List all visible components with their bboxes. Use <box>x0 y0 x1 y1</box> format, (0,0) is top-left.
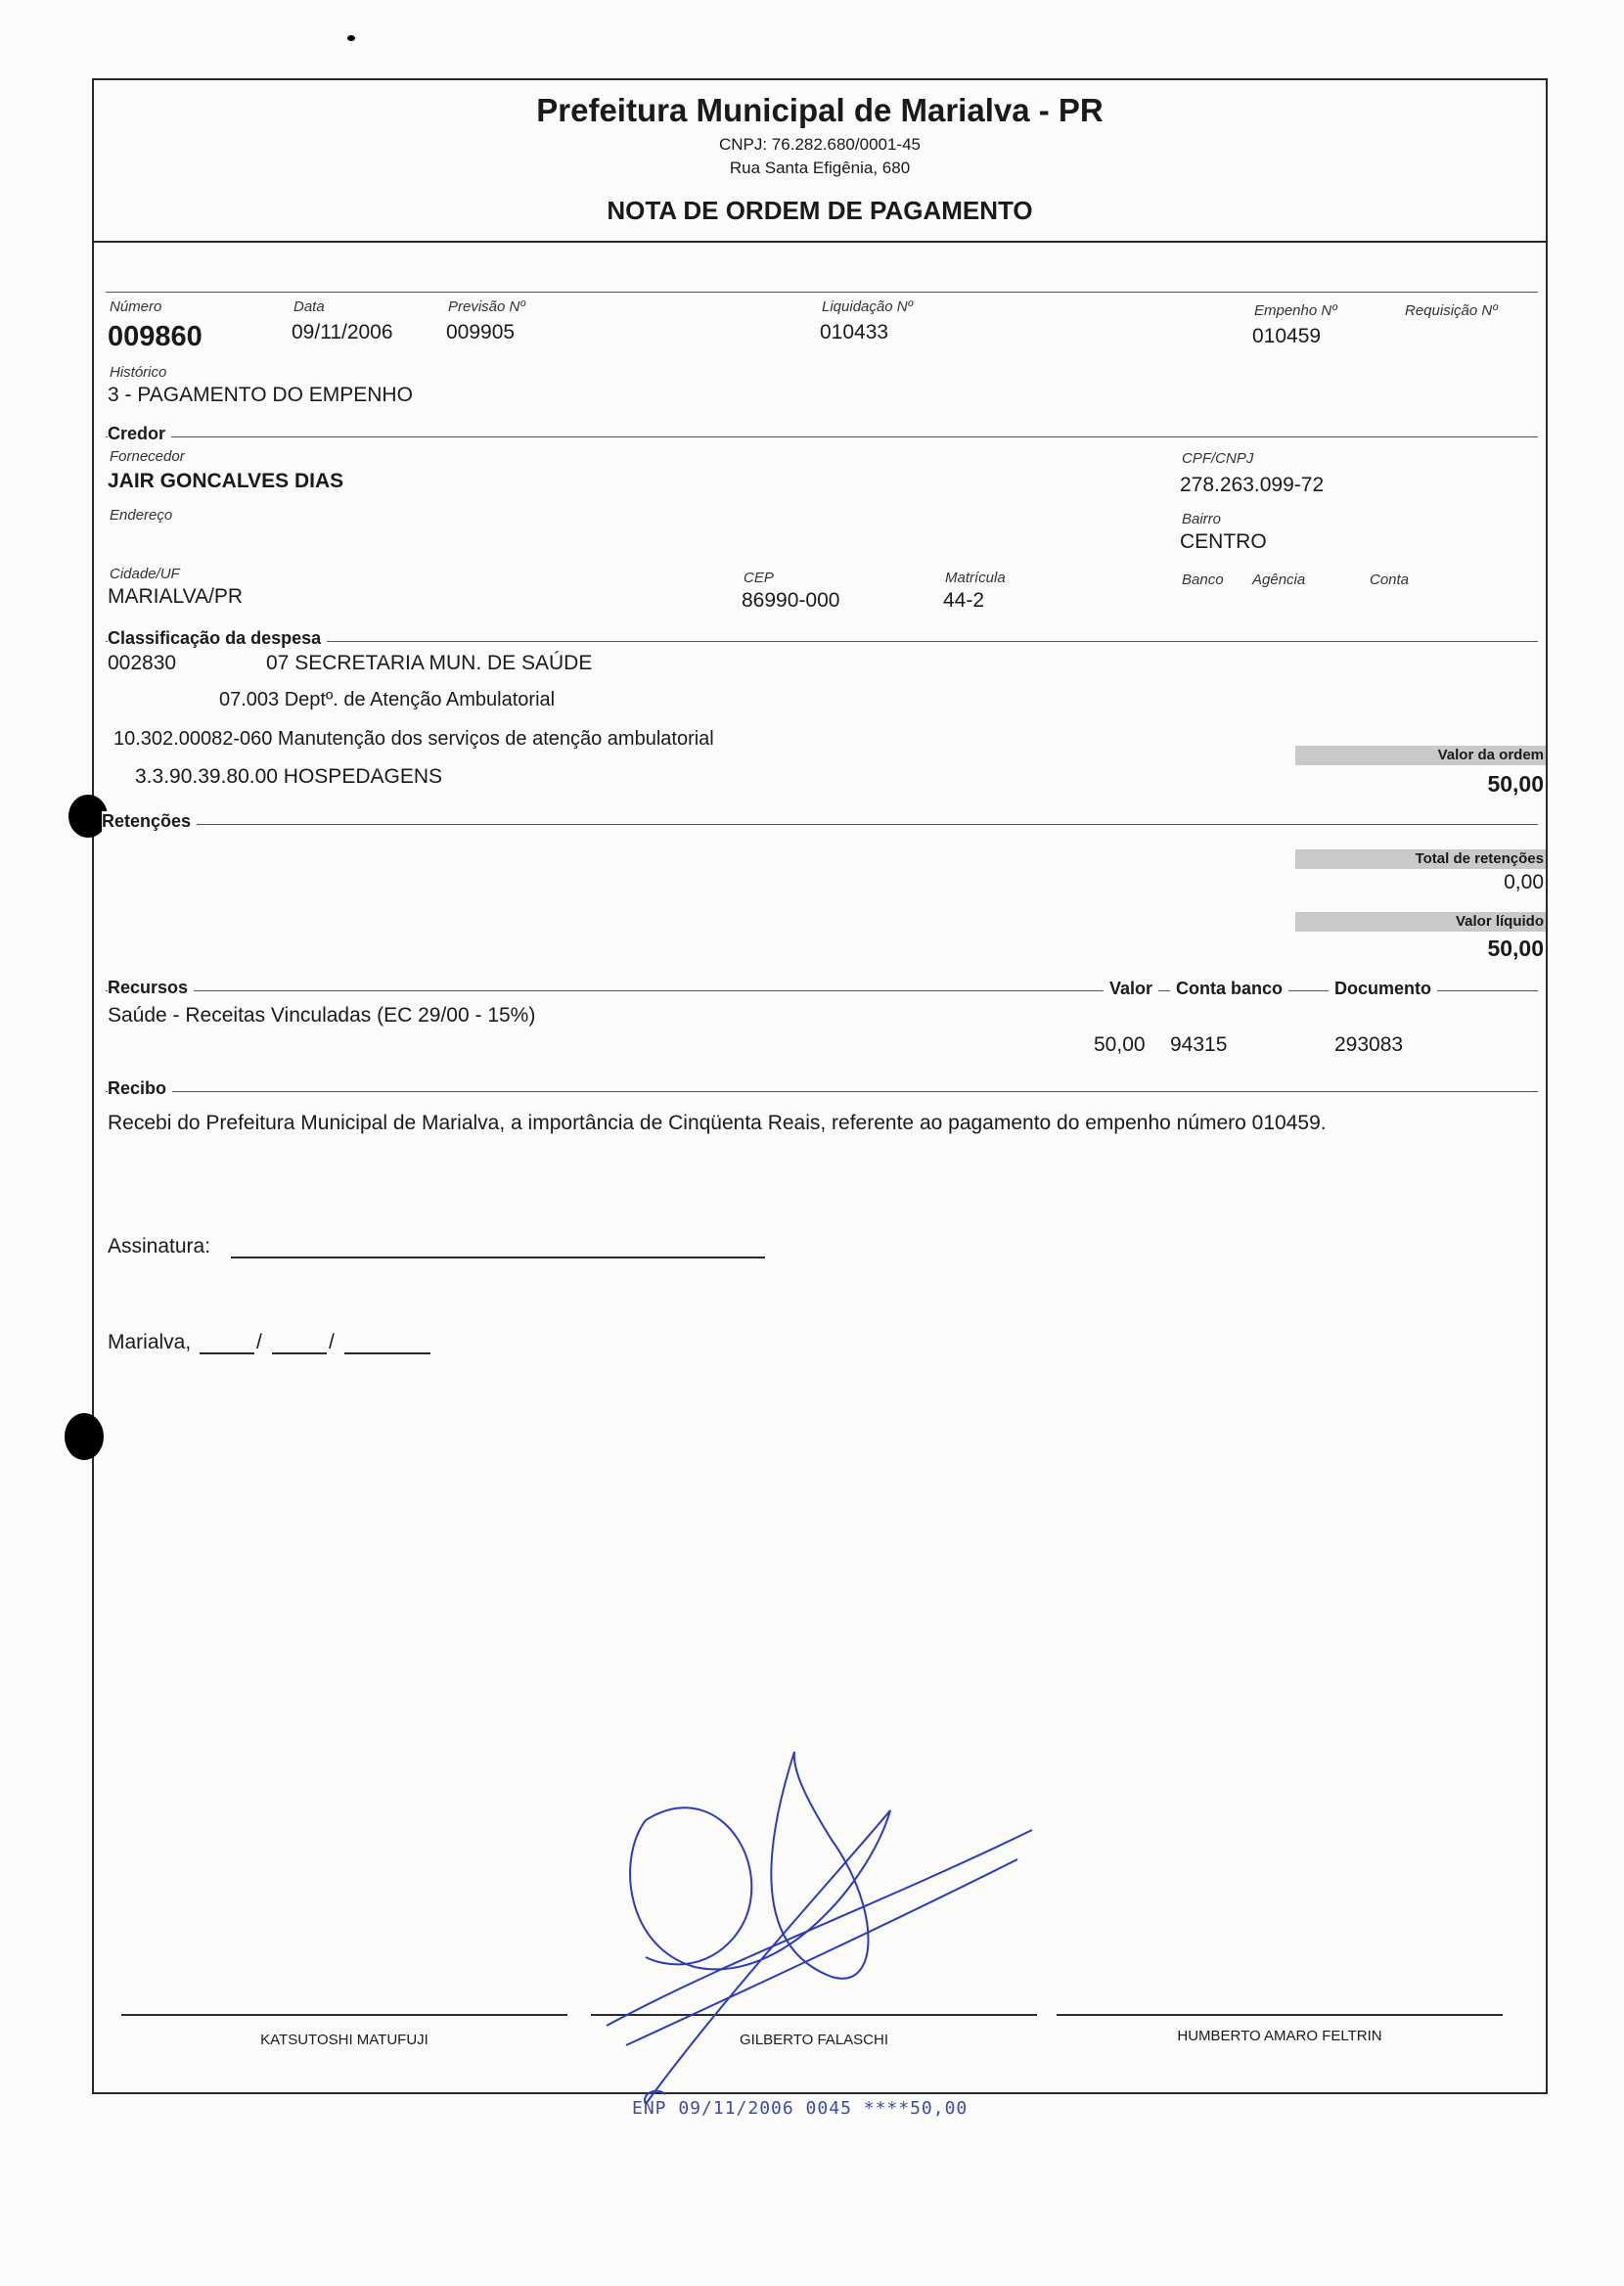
cep-label: CEP <box>744 570 774 586</box>
signature-name-2: GILBERTO FALASCHI <box>740 2032 888 2048</box>
endereco-label: Endereço <box>110 507 173 524</box>
scan-speck <box>347 35 355 41</box>
numero-value: 009860 <box>108 321 203 352</box>
matricula-label: Matrícula <box>945 570 1006 586</box>
liquidacao-value: 010433 <box>820 321 889 343</box>
assinatura-line <box>231 1257 765 1258</box>
signature-name-3: HUMBERTO AMARO FELTRIN <box>1177 2028 1382 2044</box>
agencia-label: Agência <box>1252 572 1306 588</box>
departamento-value: 07.003 Deptº. de Atenção Ambulatorial <box>219 689 556 710</box>
date-slash-1: / <box>256 1331 262 1353</box>
date-day-line <box>200 1352 254 1354</box>
header-divider <box>92 241 1548 243</box>
municipality-title: Prefeitura Municipal de Marialva - PR <box>536 92 1104 128</box>
cpf-value: 278.263.099-72 <box>1180 474 1325 496</box>
previsao-value: 009905 <box>446 321 516 343</box>
bairro-value: CENTRO <box>1180 530 1267 553</box>
punch-hole-bottom <box>65 1413 104 1460</box>
top-rule <box>106 292 1538 293</box>
recursos-valor: 50,00 <box>1094 1033 1146 1056</box>
recibo-text: Recebi do Prefeitura Municipal de Marialva, a importância de Cinqüenta Reais, referente ao pagamento do empenho número 010459. <box>108 1112 1327 1134</box>
address-line: Rua Santa Efigênia, 680 <box>729 159 911 177</box>
cep-value: 86990-000 <box>742 589 840 612</box>
banco-label: Banco <box>1182 572 1224 588</box>
historico-value: 3 - PAGAMENTO DO EMPENHO <box>108 384 413 406</box>
cidade-value: MARIALVA/PR <box>108 585 244 608</box>
bank-stamp: ENP 09/11/2006 0045 ****50,00 <box>632 2098 969 2119</box>
total-retencoes-amount: 0,00 <box>1504 871 1544 893</box>
total-retencoes-label: Total de retenções <box>1415 850 1544 867</box>
valor-liquido-amount: 50,00 <box>1487 936 1544 961</box>
numero-label: Número <box>110 298 162 315</box>
previsao-label: Previsão Nº <box>448 298 525 315</box>
valor-ordem-label: Valor da ordem <box>1437 747 1544 763</box>
recibo-heading: Recibo <box>108 1078 172 1099</box>
recursos-rule <box>106 990 1538 991</box>
recursos-documento-label: Documento <box>1329 979 1437 999</box>
recursos-heading: Recursos <box>108 978 194 998</box>
data-label: Data <box>293 298 325 315</box>
bairro-label: Bairro <box>1182 511 1222 527</box>
signature-line-3 <box>1057 2014 1503 2016</box>
recursos-documento: 293083 <box>1334 1033 1404 1056</box>
empenho-label: Empenho Nº <box>1254 302 1337 319</box>
retencoes-rule <box>106 824 1538 825</box>
signature-name-1: KATSUTOSHI MATUFUJI <box>260 2032 429 2048</box>
programa-value: 10.302.00082-060 Manutenção dos serviços de atenção ambulatorial <box>113 728 714 750</box>
recursos-conta: 94315 <box>1170 1033 1228 1056</box>
cpf-label: CPF/CNPJ <box>1182 450 1254 467</box>
date-slash-2: / <box>329 1331 335 1353</box>
classificacao-heading: Classificação da despesa <box>108 628 327 649</box>
valor-ordem-amount: 50,00 <box>1487 771 1544 797</box>
fornecedor-label: Fornecedor <box>110 448 185 465</box>
retencoes-heading: Retenções <box>102 811 197 832</box>
empenho-value: 010459 <box>1252 325 1322 347</box>
assinatura-label: Assinatura: <box>108 1235 211 1257</box>
recibo-rule <box>106 1091 1538 1092</box>
cnpj-line: CNPJ: 76.282.680/0001-45 <box>718 135 922 154</box>
date-month-line <box>272 1352 327 1354</box>
document-title: NOTA DE ORDEM DE PAGAMENTO <box>607 196 1033 225</box>
date-year-line <box>344 1352 430 1354</box>
recursos-valor-label: Valor <box>1104 979 1158 999</box>
data-value: 09/11/2006 <box>292 321 393 343</box>
liquidacao-label: Liquidação Nº <box>822 298 914 315</box>
historico-label: Histórico <box>110 364 167 381</box>
valor-liquido-label: Valor líquido <box>1455 913 1544 930</box>
classificacao-code: 002830 <box>108 652 177 674</box>
fornecedor-value: JAIR GONCALVES DIAS <box>108 470 344 492</box>
credor-rule <box>106 436 1538 437</box>
credor-heading: Credor <box>108 424 171 444</box>
cidade-label: Cidade/UF <box>110 566 180 582</box>
handwritten-signature <box>587 1732 1057 2124</box>
conta-label: Conta <box>1370 572 1410 588</box>
local-label: Marialva, <box>108 1331 192 1353</box>
recursos-conta-label: Conta banco <box>1170 979 1288 999</box>
elemento-value: 3.3.90.39.80.00 HOSPEDAGENS <box>135 765 443 788</box>
recursos-descricao: Saúde - Receitas Vinculadas (EC 29/00 - 15%) <box>108 1004 536 1027</box>
requisicao-label: Requisição Nº <box>1405 302 1498 319</box>
matricula-value: 44-2 <box>943 589 985 612</box>
secretaria-value: 07 SECRETARIA MUN. DE SAÚDE <box>266 652 593 674</box>
signature-line-1 <box>121 2014 567 2016</box>
